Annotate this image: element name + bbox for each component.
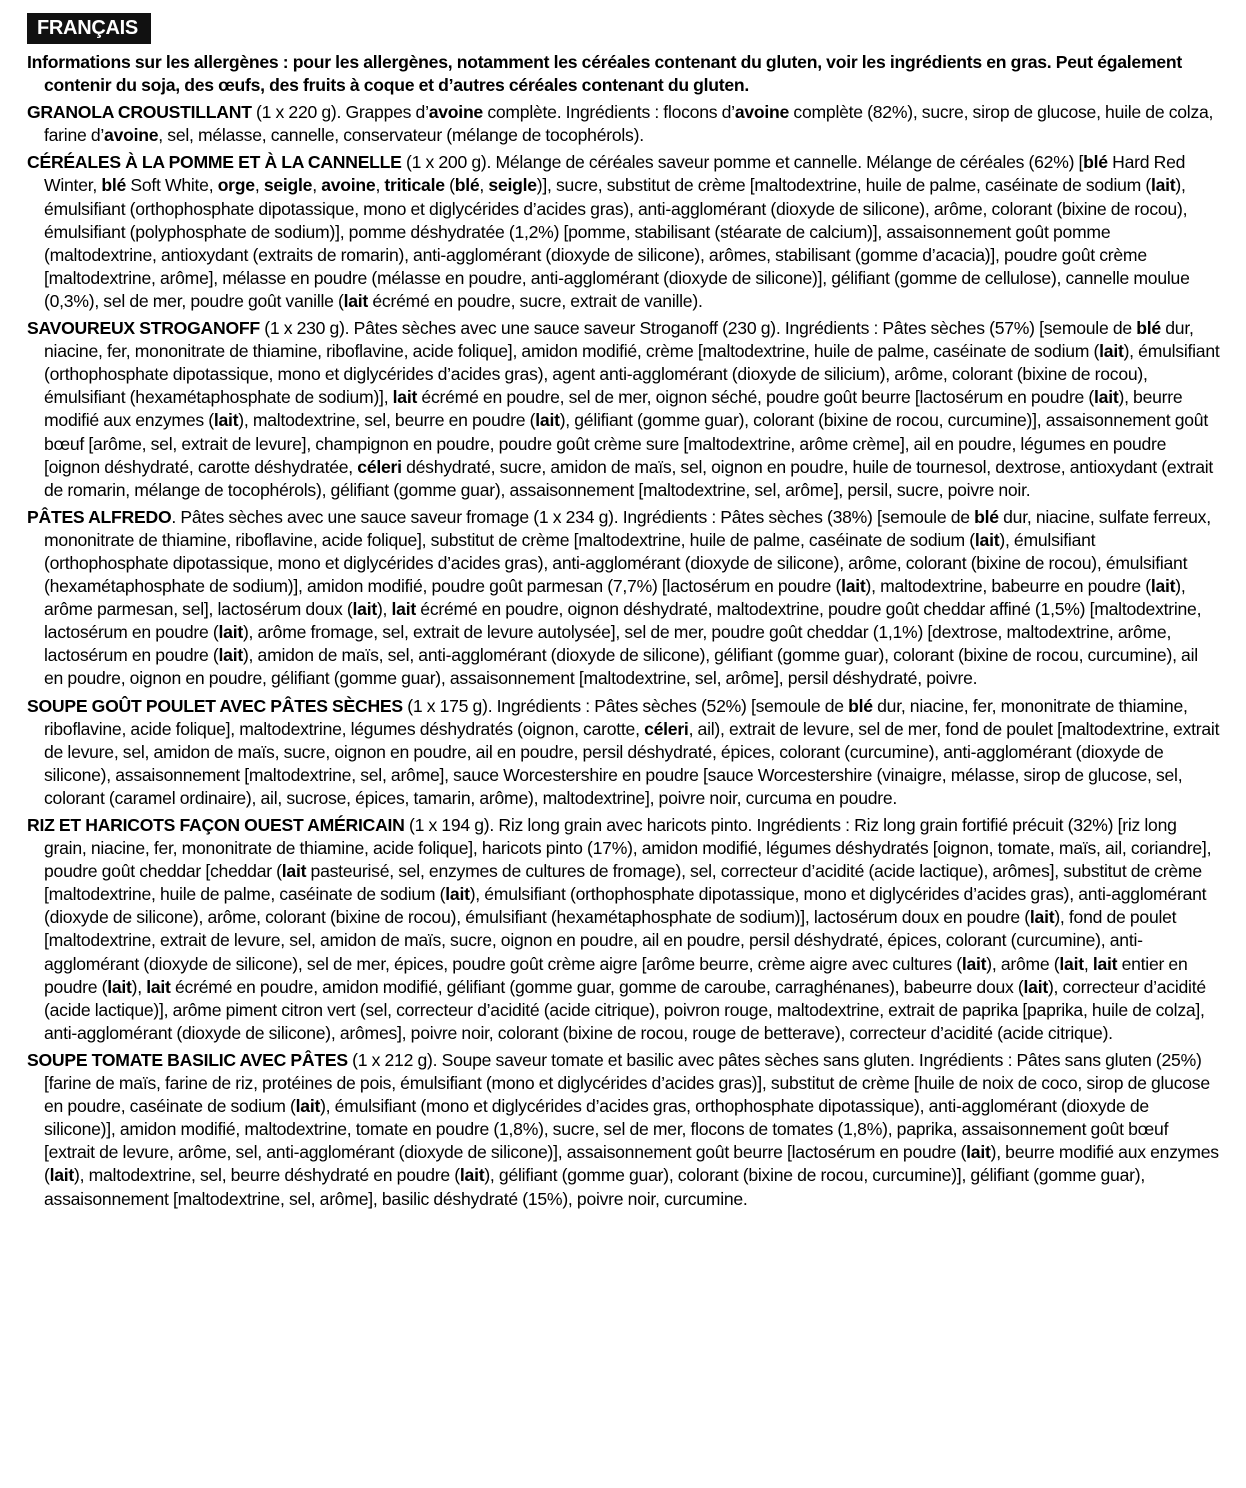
allergen-bold-text: lait [1029,907,1055,928]
ingredient-text: Hard Red Winter, [44,152,1186,196]
ingredient-text: , ail), extrait de levure, sel de mer, fond de poulet [maltodextrine, extrait de levure, sel, amidon de maïs, sucre, oignon en poudre, ail en poudre, persil déshydraté, épices, colorant (curcumine), anti-agglomérant (dioxyde de silicone), assaisonnement [maltodextrine, sel, arôme], sauce Worcestershire en poudre [sauce Worcestershire (vinaigre, mélasse, sirop de glucose, sel, colorant (caramel ordinaire), ail, sucrose, épices, tamarin, arôme), maltodextrine], poivre noir, curcuma en poudre. [44,718,1220,808]
product-paragraph-granola-croustillant [27,101,1220,147]
ingredient-text: pasteurisé, sel, enzymes de cultures de fromage), sel, correcteur d’acidité (acide lactique), arômes], substitut de crème [maltodextrine, huile de palme, caséinate de sodium ( [44,861,1202,905]
ingredient-text: ), gélifiant (gomme guar), colorant (bixine de rocou, curcumine)], gélifiant (gomme guar), assaisonnement [maltodextrine, sel, arôme], basilic déshydraté (15%), poivre noir, curcumine. [44,1165,1145,1209]
ingredient-text: (1 x 200 g). Mélange de céréales saveur pomme et cannelle. Mélange de céréales (62%) [ [401,152,1084,173]
ingredient-text: ), arôme fromage, sel, extrait de levure autolysée], sel de mer, poudre goût cheddar (1,1%) [dextrose, maltodextrine, arôme, lactosérum en poudre ( [44,622,1172,666]
allergen-bold-text: lait [391,599,416,620]
ingredient-text: ), maltodextrine, babeurre en poudre ( [865,576,1151,597]
allergen-bold-text: PÂTES ALFREDO [27,506,172,527]
allergen-bold-text: SOUPE TOMATE BASILIC AVEC PÂTES [27,1049,348,1070]
allergen-bold-text: blé [1083,152,1108,173]
ingredient-text: complète (82%), sucre, sirop de glucose, huile de colza, farine d’ [44,102,1214,146]
allergen-bold-text: lait [146,976,171,997]
language-tag-box [27,13,151,44]
allergen-bold-text: lait [218,622,243,643]
allergen-bold-text: lait [218,645,243,666]
ingredient-text: ), émulsifiant (orthophosphate dipotassique, mono et diglycérides d’acides gras), agent anti-agglomérant (dioxyde de silicium), arôme, colorant (bixine de rocou), émulsifiant (hexamétaphosphate de sodium)], [44,341,1220,408]
product-paragraph-pates-alfredo [27,506,1220,691]
allergen-bold-text: triticale [384,175,445,196]
ingredient-text: ), arôme ( [986,953,1060,974]
ingredient-text: ), émulsifiant (orthophosphate dipotassique, mono et diglycérides d’acides gras), anti-agglomérant (dioxyde de silicone), arôme, colorant (bixine de rocou), émulsifiant (hexamétaphosphate de sodium)], amidon modifié, poudre goût parmesan (7,7%) [lactosérum en poudre ( [44,529,1188,597]
ingredient-text: ( [444,175,455,196]
ingredient-text: (1 x 194 g). Riz long grain avec haricots pinto. Ingrédients : Riz long grain fortifié précuit (32%) [riz long grain, niacine, fer, mononitrate de thiamine, acide folique], haricots pinto (17%), amidon modifié, légumes déshydratés [oignon, tomate, maïs, ail, coriandre], poudre goût cheddar [cheddar ( [44,815,1212,882]
ingredient-text: , sel, mélasse, cannelle, conservateur (mélange de tocophérols). [158,125,644,146]
allergen-bold-text: lait [213,410,239,431]
ingredient-text: , [479,175,489,196]
allergen-bold-text: lait [107,976,132,997]
ingredient-text: ), fond de poulet [maltodextrine, extrait de levure, sel, amidon de maïs, sucre, oignon en poudre, ail en poudre, persil déshydraté, épices, colorant (curcumine), anti-agglomérant (dioxyde de silicone), sel de mer, épices, poudre goût crème aigre [arôme beurre, crème aigre avec cultures ( [44,907,1177,974]
allergen-bold-text: GRANOLA CROUSTILLANT [27,102,252,123]
ingredient-text: ), émulsifiant (mono et diglycérides d’acides gras, orthophosphate dipotassique), anti-agglomérant (dioxyde de silicone)], amidon modifié, maltodextrine, tomate en poudre (1,8%), sucre, sel de mer, flocons de tomates (1,8%), paprika, assaisonnement goût bœuf [extrait de levure, arôme, sel, anti-agglomérant (dioxyde de silicone)], assaisonnement goût beurre [lactosérum en poudre ( [44,1096,1169,1163]
allergen-bold-text: lait [1151,175,1176,196]
allergen-bold-text: lait [1059,953,1084,974]
ingredient-text: ), beurre modifié aux enzymes ( [44,387,1183,431]
language-tag-label: FRANÇAIS [37,17,138,39]
ingredient-text: ), beurre modifié aux enzymes ( [44,1142,1219,1186]
allergen-bold-text: SAVOUREUX STROGANOFF [27,318,260,339]
allergen-bold-text: blé [974,506,999,527]
allergen-bold-text: avoine [321,175,376,196]
allergen-bold-text: lait [961,953,987,974]
allergen-bold-text: lait [445,884,470,905]
allergen-bold-text: lait [392,387,418,408]
allergen-bold-text: lait [352,599,377,620]
ingredient-text: dur, niacine, fer, mononitrate de thiamine, riboflavine, acide folique], maltodextrine, légumes déshydratés (oignon, carotte, [44,695,1188,739]
product-paragraph-cereales-pomme-cannelle [27,151,1220,313]
ingredient-text: , [312,175,322,196]
allergen-bold-text: lait [1099,341,1124,362]
allergen-bold-text: lait [841,576,866,597]
allergen-bold-text: céleri [357,456,402,477]
allergen-bold-text: lait [295,1096,321,1117]
allergen-bold-text: CÉRÉALES À LA POMME ET À LA CANNELLE [27,152,402,173]
ingredients-list [27,51,1220,1211]
allergen-bold-text: avoine [734,102,790,123]
ingredient-text: ), maltodextrine, sel, beurre en poudre ( [238,410,536,431]
allergen-bold-text: orge [217,175,255,196]
allergen-bold-text: lait [966,1142,991,1163]
ingredient-text: ), amidon de maïs, sel, anti-agglomérant (dioxyde de silicone), gélifiant (gomme guar), colorant (bixine de rocou, curcumine), ail en poudre, oignon en poudre, gélifiant (gomme guar), assaisonnement [maltodextrine, sel, arôme], persil déshydraté, poivre. [44,645,1198,689]
ingredient-text: . Pâtes sèches avec une sauce saveur fromage (1 x 234 g). Ingrédients : Pâtes sèches (38%) [semoule de [171,506,975,527]
ingredient-text: ), maltodextrine, sel, beurre déshydraté en poudre ( [74,1165,460,1186]
ingredient-text: (1 x 220 g). Grappes d’ [251,102,429,123]
allergen-bold-text: avoine [428,102,483,123]
allergen-notice [27,51,1220,97]
ingredient-text: )], sucre, substitut de crème [maltodextrine, huile de palme, caséinate de sodium ( [536,175,1151,196]
allergen-bold-text: lait [281,861,307,882]
allergen-bold-text: céleri [644,718,689,739]
ingredient-text: ), [131,976,147,997]
ingredient-text: ), correcteur d’acidité (acide lactique)], arôme piment citron vert (sel, correcteur d’acidité (acide citrique), poivron rouge, maltodextrine, extrait de paprika [paprika, huile de colza], anti-agglomérant (dioxyde de silicone), arômes], poivre noir, colorant (bixine de rocou, rouge de betterave), correcteur d’acidité (acide citrique). [44,976,1206,1043]
ingredient-text: ), [376,599,392,620]
allergen-bold-text: seigle [263,175,313,196]
ingredient-text: écrémé en poudre, oignon déshydraté, maltodextrine, poudre goût cheddar affiné (1,5%) [maltodextrine, lactosérum en poudre ( [44,599,1202,643]
ingredient-text: (1 x 230 g). Pâtes sèches avec une sauce saveur Stroganoff (230 g). Ingrédients : Pâtes sèches (57%) [semoule de [259,318,1137,339]
allergen-bold-text: lait [1092,953,1118,974]
ingredient-text: , [375,175,385,196]
allergen-bold-text: lait [1150,576,1176,597]
allergen-bold-text: Informations sur les allergènes : pour les allergènes, notamment les céréales contenant du gluten, voir les ingrédients en gras. Peut également contenir du soja, des œufs, des fruits à coque et d’autres céréales contenant du gluten. [27,52,1182,96]
ingredient-text: écrémé en poudre, sucre, extrait de vanille). [368,290,703,311]
ingredient-text: dur, niacine, fer, mononitrate de thiamine, riboflavine, acide folique], amidon modifié, crème [maltodextrine, huile de palme, caséinate de sodium ( [44,318,1194,362]
ingredient-text: (1 x 212 g). Soupe saveur tomate et basilic avec pâtes sèches sans gluten. Ingrédients : Pâtes sans gluten (25%) [farine de maïs, farine de riz, protéines de pois, émulsifiant (mono et diglycérides d’acides gras)], substitut de crème [huile de noix de coco, sirop de glucose en poudre, caséinate de sodium ( [44,1049,1210,1117]
ingredient-text: écrémé en poudre, sel de mer, oignon séché, poudre goût beurre [lactosérum en poudre ( [417,387,1095,408]
allergen-bold-text: lait [535,410,560,431]
product-paragraph-soupe-gout-poulet [27,695,1220,810]
ingredient-text: écrémé en poudre, amidon modifié, gélifiant (gomme guar, gomme de caroube, carraghénanes), babeurre doux ( [170,976,1024,997]
allergen-bold-text: blé [454,175,480,196]
ingredient-text: ), émulsifiant (orthophosphate dipotassique, mono et diglycérides d’acides gras), anti-agglomérant (dioxyde de silicone), arôme, colorant (bixine de rocou), émulsifiant (polyphosphate de sodium)], pomme déshydratée (1,2%) [pomme, stabilisant (stéarate de calcium)], assaisonnement goût pomme (maltodextrine, antioxydant (extraits de romarin), anti-agglomérant (dioxyde de silicone), arômes, stabilisant (gomme d’acacia)], poudre goût crème [maltodextrine, arôme], mélasse en poudre (mélasse en poudre, anti-agglomérant (dioxyde de silicone)], gélifiant (gomme de cellulose), cannelle moulue (0,3%), sel de mer, poudre goût vanille ( [44,175,1190,311]
allergen-bold-text: blé [848,695,873,716]
allergen-bold-text: lait [1094,387,1119,408]
product-paragraph-riz-et-haricots [27,814,1220,1045]
allergen-bold-text: lait [49,1165,75,1186]
ingredient-text: ), arôme parmesan, sel], lactosérum doux ( [44,576,1186,620]
allergen-bold-text: RIZ ET HARICOTS FAÇON OUEST AMÉRICAIN [27,815,405,835]
ingredient-text: dur, niacine, sulfate ferreux, mononitrate de thiamine, riboflavine, acide folique], substitut de crème [maltodextrine, huile de palme, caséinate de sodium ( [44,506,1211,550]
ingredient-text: ), émulsifiant (orthophosphate dipotassique, mono et diglycérides d’acides gras), anti-agglomérant (dioxyde de silicone), arôme, colorant (bixine de rocou), émulsifiant (hexamétaphosphate de sodium)], lactosérum doux en poudre ( [44,884,1207,928]
allergen-bold-text: blé [1136,318,1161,339]
ingredient-text: , [254,175,264,196]
product-paragraph-savoureux-stroganoff [27,317,1220,502]
allergen-bold-text: SOUPE GOÛT POULET AVEC PÂTES SÈCHES [27,695,403,716]
allergen-bold-text: seigle [488,175,537,196]
ingredient-text: , [1083,953,1093,974]
ingredient-text: (1 x 175 g). Ingrédients : Pâtes sèches (52%) [semoule de [402,695,849,716]
ingredient-text: déshydraté, sucre, amidon de maïs, sel, oignon en poudre, huile de tournesol, dextrose, antioxydant (extrait de romarin, mélange de tocophérols), gélifiant (gomme guar), assaisonnement [maltodextrine, sel, arôme], persil, sucre, poivre noir. [44,456,1214,500]
allergen-bold-text: lait [459,1165,485,1186]
ingredient-text: complète. Ingrédients : flocons d’ [482,102,735,123]
allergen-bold-text: lait [343,290,369,311]
allergen-bold-text: lait [974,529,1000,550]
allergen-bold-text: blé [101,175,127,196]
allergen-bold-text: lait [1023,976,1048,997]
ingredient-text: ), gélifiant (gomme guar), colorant (bixine de rocou, curcumine)], assaisonnement goût bœuf [arôme, sel, extrait de levure], champignon en poudre, poudre goût crème sure [maltodextrine, arôme crème], ail en poudre, légumes en poudre [oignon déshydraté, carotte déshydratée, [44,410,1208,477]
ingredient-text: Soft White, [126,175,218,196]
product-paragraph-soupe-tomate-basilic [27,1049,1220,1211]
allergen-bold-text: avoine [104,125,159,146]
ingredient-text: entier en poudre ( [44,953,1188,997]
